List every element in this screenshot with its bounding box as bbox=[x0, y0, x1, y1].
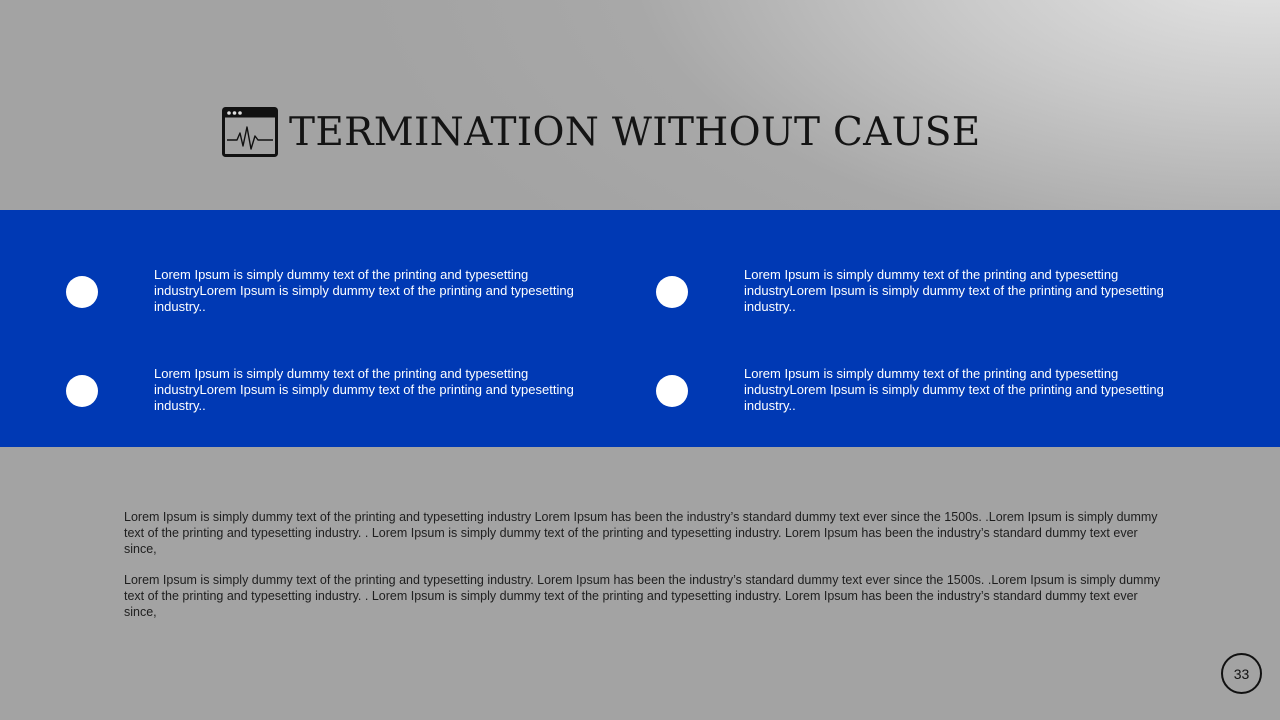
bullet-item bbox=[656, 267, 1246, 336]
browser-window-heartbeat-icon bbox=[222, 107, 278, 157]
bullet-item bbox=[66, 366, 656, 435]
slide-title-group bbox=[222, 106, 981, 158]
bullet-dot-icon bbox=[66, 276, 98, 308]
slide-title: TERMINATION WITHOUT CAUSE bbox=[289, 109, 981, 155]
body-paragraph: Lorem Ipsum is simply dummy text of the printing and typesetting industry Lorem Ipsum has been the industry’s standard dummy text ever since the 1500s. .Lorem Ipsum is simply dummy text of the printing and typesetting industry. . Lorem Ipsum is simply dummy text of the printing and typesetting industry. Lorem Ipsum has been the industry’s standard dummy text ever since, bbox=[124, 510, 1158, 556]
bullet-item bbox=[656, 366, 1246, 435]
bullet-text: Lorem Ipsum is simply dummy text of the printing and typesetting industryLorem Ipsum is simply dummy text of the printing and typesetting industry.. bbox=[744, 267, 1164, 314]
bullet-dot-icon bbox=[656, 375, 688, 407]
bullet-dot-icon bbox=[66, 375, 98, 407]
bullet-item bbox=[66, 267, 656, 336]
bullet-dot-icon bbox=[656, 276, 688, 308]
page-number-badge: 33 bbox=[1221, 653, 1262, 694]
bullet-text: Lorem Ipsum is simply dummy text of the printing and typesetting industryLorem Ipsum is simply dummy text of the printing and typesetting industry.. bbox=[744, 366, 1164, 413]
blue-bullet-band bbox=[0, 210, 1280, 447]
bullet-text: Lorem Ipsum is simply dummy text of the printing and typesetting industryLorem Ipsum is simply dummy text of the printing and typesetting industry.. bbox=[154, 267, 574, 314]
body-paragraph: Lorem Ipsum is simply dummy text of the printing and typesetting industry. Lorem Ipsum has been the industry’s standard dummy text ever since the 1500s. .Lorem Ipsum is simply dummy text of the printing and typesetting industry. . Lorem Ipsum is simply dummy text of the printing and typesetting industry. Lorem Ipsum has been the industry’s standard dummy text ever since, bbox=[124, 573, 1161, 619]
bullet-text: Lorem Ipsum is simply dummy text of the printing and typesetting industryLorem Ipsum is simply dummy text of the printing and typesetting industry.. bbox=[154, 366, 574, 413]
